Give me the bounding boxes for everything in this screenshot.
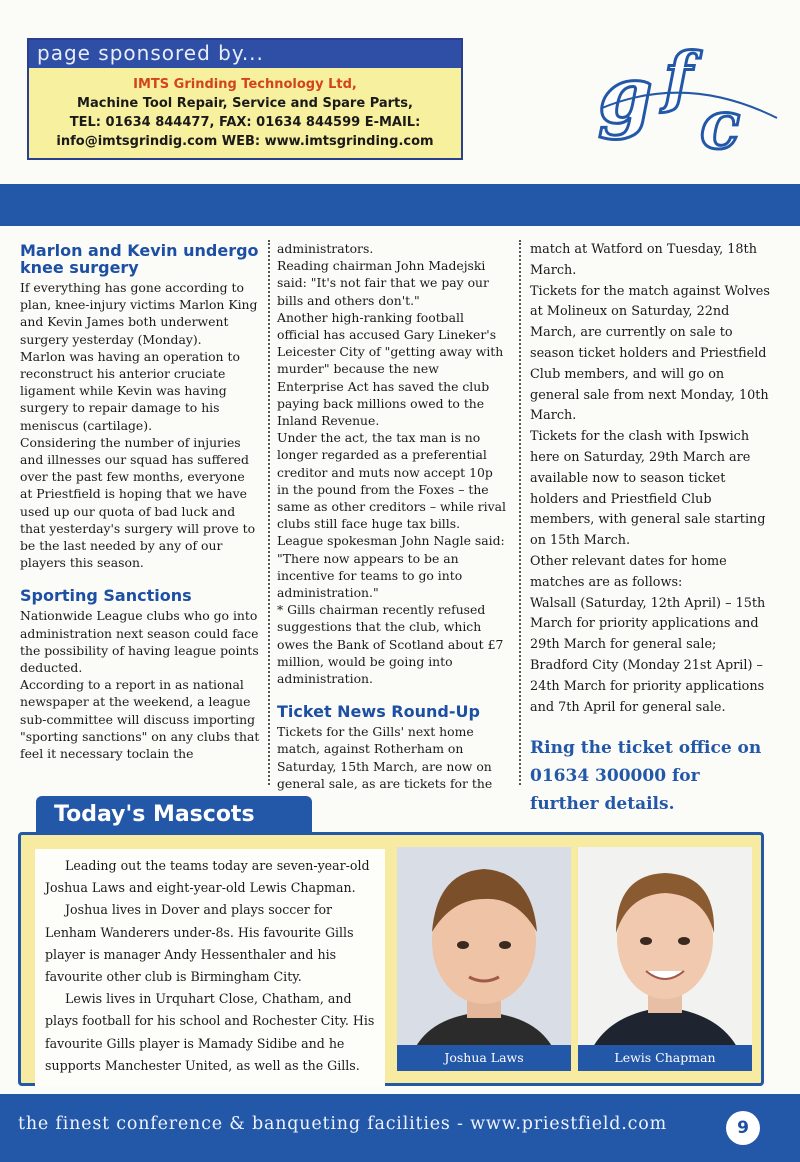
gfc-logo-icon (592, 48, 782, 168)
svg-text:f: f (664, 48, 693, 116)
column-1 (20, 240, 260, 762)
mascot-photo-joshua (397, 847, 571, 1071)
sponsor-heading: page sponsored by... (29, 40, 461, 68)
article-paragraph: According to a report in as national newspaper at the weekend, a league sub-committee will discuss importing "sporting sanctions" on any clubs that feel it necessary toclain the (20, 677, 260, 762)
article-paragraph: Reading chairman John Madejski said: "It's not fair that we pay our bills and others don't." (277, 258, 489, 308)
article-paragraph: Other relevant dates for home matches are as follows: (530, 553, 727, 590)
article-paragraph: Considering the number of injuries and illnesses our squad has suffered over the past few months, everyone at Priestfield is hoping that we have used up our quota of bad luck and that yesterday's surgery will prove to be the last needed by any of our players this season. (20, 434, 256, 571)
ticket-office-callout: Ring the ticket office on 01634 300000 for further details. (530, 738, 762, 815)
footer-bar (0, 1094, 800, 1162)
article-title-sporting-sanctions: Sporting Sanctions (20, 586, 192, 606)
sponsor-company: IMTS Grinding Technology Ltd, (133, 77, 357, 92)
column-divider (519, 240, 521, 785)
mascots-title: Today's Mascots (36, 796, 312, 834)
column-3 (530, 240, 770, 818)
footer-text: the finest conference & banqueting facilities - www.priestfield.com (18, 1114, 667, 1134)
article-paragraph: Another high-ranking football official has accused Gary Lineker's Leicester City of "getting away with murder" because the new Enterprise Act has saved the club paying back millions owed to the Inland Revenue. (277, 309, 504, 429)
svg-text:c: c (700, 86, 741, 164)
sponsor-web: info@imtsgrindig.com WEB: www.imtsgrinding.com (56, 134, 434, 149)
article-paragraph: * Gills chairman recently refused suggestions that the club, which owes the Bank of Scotland about £7 million, would be going into administration. (277, 602, 504, 687)
sponsor-box (27, 38, 463, 160)
page-number: 9 (726, 1111, 760, 1145)
sponsor-details (29, 68, 461, 151)
mascots-paragraph: Lewis lives in Urquhart Close, Chatham, and plays football for his school and Rochester City. His favourite Gills player is Mamady Sidibe and he supports Manchester United, as well as the Gills. (45, 991, 375, 1073)
mascots-paragraph: Leading out the teams today are seven-year-old Joshua Laws and eight-year-old Lewis Chapman. (45, 858, 370, 896)
article-paragraph: League spokesman John Nagle said: "There now appears to be an incentive for teams to go into administration." (277, 533, 505, 601)
article-paragraph: Walsall (Saturday, 12th April) – 15th March for priority applications and 29th March for general sale; (530, 595, 766, 653)
article-paragraph: Under the act, the tax man is no longer regarded as a preferential creditor and muts now accept 10p in the pound from the Foxes – the same as other creditors – while rival clubs still face huge tax bills. (277, 430, 506, 532)
header-band (0, 184, 800, 226)
article-paragraph: match at Watford on Tuesday, 18th March. (530, 242, 757, 278)
mascots-text (35, 849, 385, 1087)
photo-caption: Joshua Laws (397, 1045, 571, 1071)
sponsor-services: Machine Tool Repair, Service and Spare Parts, (77, 96, 413, 111)
article-paragraph: administrators. (277, 241, 374, 256)
mascots-panel (18, 832, 764, 1086)
article-paragraph: If everything has gone according to plan, knee-injury victims Marlon King and Kevin James both underwent surgery yesterday (Monday). (20, 280, 258, 347)
sponsor-phone: TEL: 01634 844477, FAX: 01634 844599 E-MAIL: (69, 115, 421, 130)
photo-caption: Lewis Chapman (578, 1045, 752, 1071)
article-paragraph: Tickets for the Gills' next home match, against Rotherham on Saturday, 15th March, are now on general sale, as are tickets for the (277, 724, 493, 791)
svg-text:g: g (598, 50, 653, 141)
column-2 (277, 240, 507, 809)
article-paragraph: Tickets for the match against Wolves at Molineux on Saturday, 22nd March, are currently on sale to season ticket holders and Priestfield Club members, and will go on general sale from next Monday, 10th March. (530, 283, 770, 424)
column-divider (268, 240, 270, 785)
article-paragraph: Nationwide League clubs who go into administration next season could face the possibility of having league points deducted. (20, 608, 259, 676)
boy-portrait-icon (397, 847, 571, 1071)
article-title-ticket-news: Ticket News Round-Up (277, 702, 480, 722)
article-paragraph: Tickets for the clash with Ipswich here on Saturday, 29th March are available now to season ticket holders and Priestfield Club members, with general sale starting on 15th March. (530, 429, 766, 549)
mascots-paragraph: Joshua lives in Dover and plays soccer for Lenham Wanderers under-8s. His favourite Gills player is manager Andy Hessenthaler and his favourite other club is Birmingham City. (45, 902, 354, 985)
article-paragraph: Bradford City (Monday 21st April) – 24th March for priority applications and 7th April for general sale. (530, 657, 765, 715)
article-title-knee-surgery: Marlon and Kevin undergo knee surgery (20, 241, 259, 277)
mascot-photo-lewis (578, 847, 752, 1071)
article-paragraph: Marlon was having an operation to reconstruct his anterior cruciate ligament while Kevin was having surgery to repair damage to his meniscus (cartilage). (20, 348, 240, 433)
boy-portrait-icon (578, 847, 752, 1071)
